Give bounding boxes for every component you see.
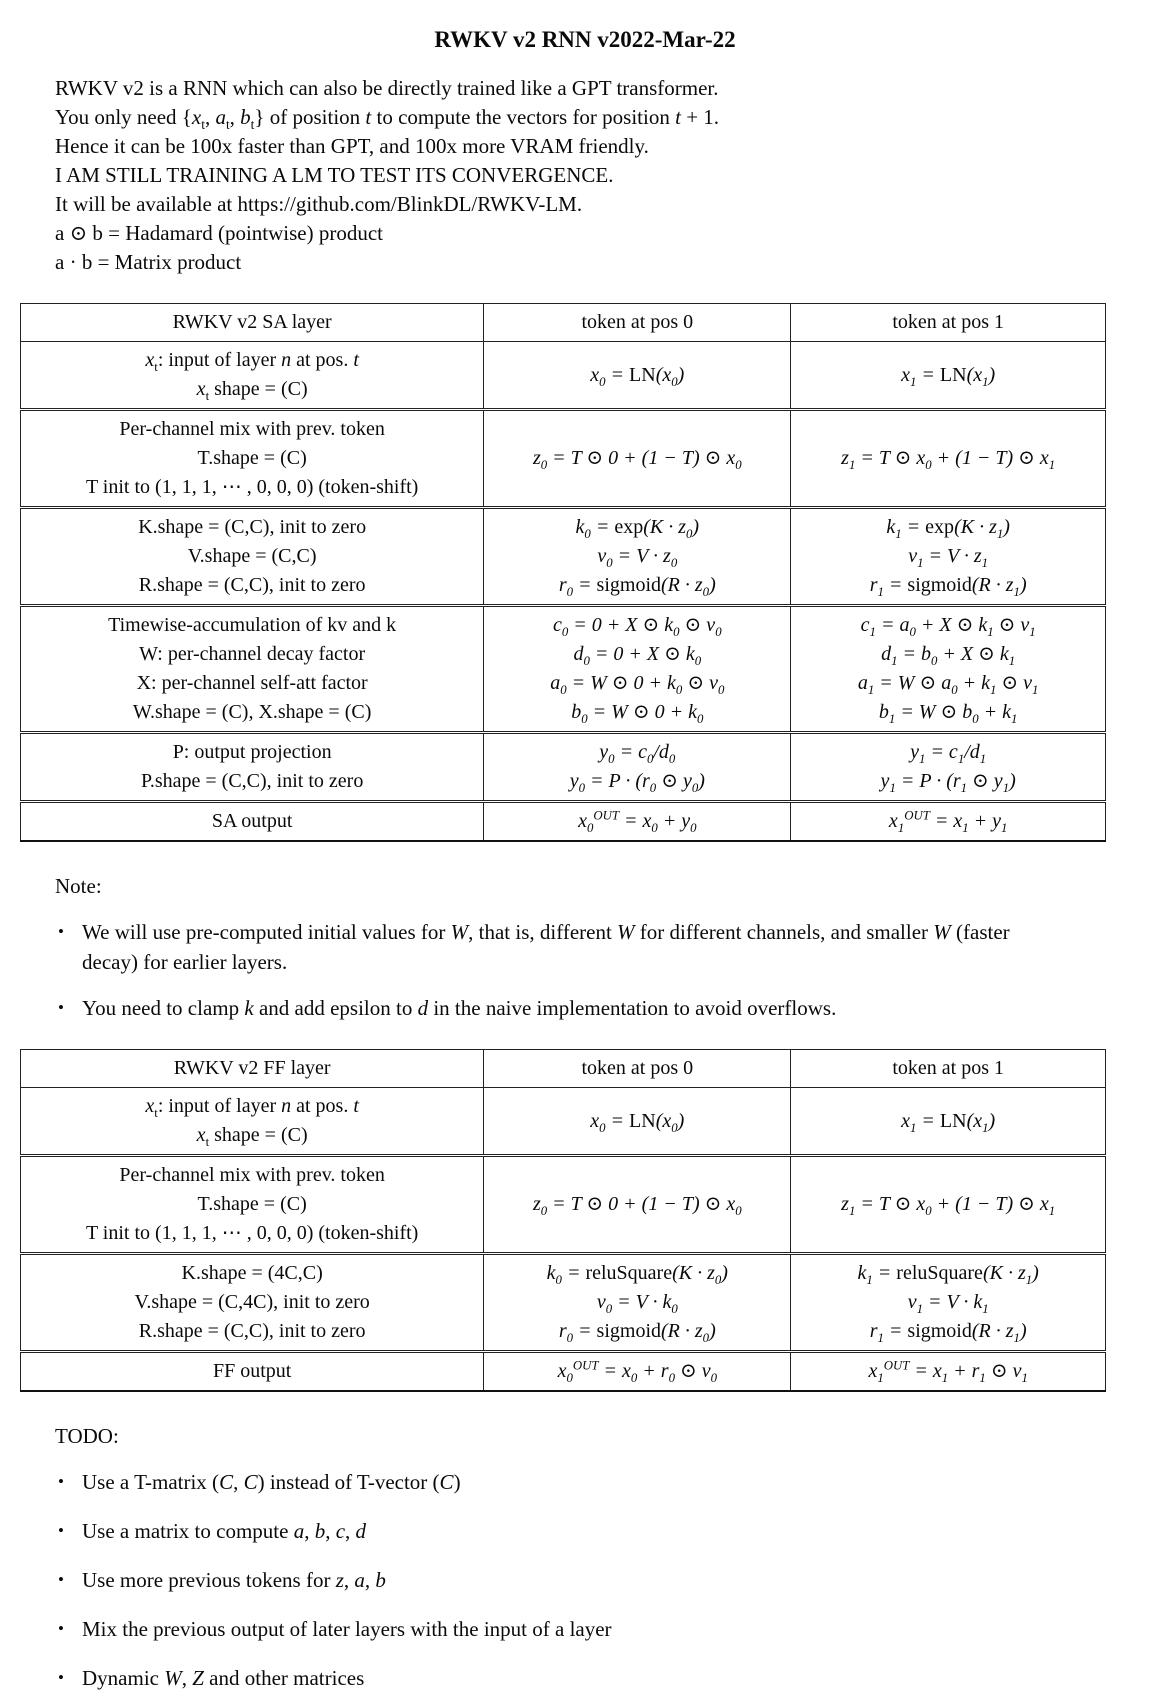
cell-line: $a_0 = W$ ⊙ $0 + k_0$ ⊙ $v_0$ <box>550 672 725 697</box>
formula-cell-pos0 <box>484 802 791 842</box>
cell-line: $c_0 = 0 + X$ ⊙ $k_0$ ⊙ $v_0$ <box>553 614 722 639</box>
cell-line: T init to (1, 1, 1, ⋯ , 0, 0, 0) (token-shift) <box>85 476 419 498</box>
formula-cell-pos0 <box>484 342 791 410</box>
formula-cell-pos1 <box>791 1088 1106 1156</box>
cell-line: $x_t$ shape = (C) <box>196 1124 308 1149</box>
intro-line <box>55 190 1110 219</box>
formula-cell-pos1 <box>791 508 1106 606</box>
intro-line-text: a · b = Matrix product <box>55 250 242 274</box>
todo-list <box>58 1467 1070 1693</box>
cell-line: $z_0 = T$ ⊙ 0 + (1 − T) ⊙ $x_0$ <box>532 1193 742 1218</box>
cell-line: FF output <box>212 1360 292 1382</box>
cell-line: $y_0 = c_0/d_0$ <box>599 741 676 766</box>
cell-line: $k_1 = \exp(K \cdot z_1)$ <box>886 516 1010 541</box>
cell-line: $x_t$: input of layer n at pos. t <box>145 349 359 374</box>
description-cell <box>21 342 484 410</box>
formula-cell-pos0 <box>484 508 791 606</box>
formula-cell-pos0 <box>484 1352 791 1392</box>
cell-line: W: per-channel decay factor <box>139 643 366 665</box>
cell-line: $y_1 = P \cdot (r_1$ ⊙ $y_1$) <box>880 770 1016 795</box>
intro-line <box>55 161 1110 190</box>
table-row <box>21 733 1106 802</box>
cell-line: $d_1 = b_0 + X$ ⊙ $k_1$ <box>881 643 1016 668</box>
note-list <box>58 917 1070 1023</box>
formula-cell-pos1 <box>791 1254 1106 1352</box>
bullet-icon: • <box>58 1472 64 1491</box>
intro-paragraph <box>55 74 1110 277</box>
todo-bullet <box>58 1516 1070 1546</box>
formula-cell-pos0 <box>484 606 791 733</box>
formula-cell-pos1 <box>791 342 1106 410</box>
cell-line: V.shape = (C,C) <box>187 545 317 567</box>
intro-line-text: Hence it can be 100x faster than GPT, and 100x more VRAM friendly. <box>55 134 649 158</box>
cell-line: $r_1$ = sigmoid(R · $z_1$) <box>869 1320 1027 1345</box>
cell-line: $x_0^{OUT} = x_0 + r_0$ ⊙ $v_0$ <box>557 1358 718 1385</box>
table-row <box>21 606 1106 733</box>
formula-cell-pos1 <box>791 606 1106 733</box>
description-cell <box>21 606 484 733</box>
cell-line: $k_1$ = reluSquare(K · $z_1$) <box>857 1262 1039 1287</box>
table-header-row <box>21 1050 1106 1088</box>
cell-line: $y_1 = c_1/d_1$ <box>910 741 987 766</box>
column-header: token at pos 0 <box>484 1050 791 1088</box>
cell-line: $v_0 = V \cdot z_0$ <box>597 545 678 570</box>
intro-line <box>55 103 1110 132</box>
cell-line: R.shape = (C,C), init to zero <box>138 574 366 596</box>
cell-line: Timewise-accumulation of kv and k <box>108 614 397 636</box>
todo-bullet <box>58 1565 1070 1595</box>
cell-line: $z_1 = T$ ⊙ $x_0 + (1 - T)$ ⊙ $x_1$ <box>841 447 1056 472</box>
table-row <box>21 1352 1106 1392</box>
cell-line: $k_0 = \exp(K \cdot z_0)$ <box>575 516 700 541</box>
column-header: token at pos 0 <box>484 304 791 342</box>
note-heading: Note: <box>55 874 102 898</box>
cell-line: $x_t$ shape = (C) <box>196 378 308 403</box>
cell-line: $z_1 = T$ ⊙ $x_0 + (1 - T)$ ⊙ $x_1$ <box>841 1193 1056 1218</box>
description-cell <box>21 1352 484 1392</box>
cell-line: $x_0 = LN(x_0)$ <box>590 1109 685 1135</box>
description-cell <box>21 733 484 802</box>
bullet-icon: • <box>58 1570 64 1589</box>
note-section <box>0 872 1170 1023</box>
description-cell <box>21 508 484 606</box>
todo-bullet-text: Use a matrix to compute a, b, c, d <box>82 1519 367 1543</box>
cell-line: $v_1 = V \cdot z_1$ <box>908 545 989 570</box>
cell-line: $x_0 = LN(x_0)$ <box>590 363 685 389</box>
formula-cell-pos1 <box>791 1352 1106 1392</box>
table-row <box>21 410 1106 508</box>
intro-line-text: RWKV v2 is a RNN which can also be directly trained like a GPT transformer. <box>55 76 719 100</box>
cell-line: K.shape = (C,C), init to zero <box>138 516 367 538</box>
formula-cell-pos0 <box>484 733 791 802</box>
todo-bullet-text: Mix the previous output of later layers with the input of a layer <box>82 1617 612 1641</box>
cell-line: $r_1$ = sigmoid(R · $z_1$) <box>869 574 1027 599</box>
cell-line: $a_1 = W$ ⊙ $a_0 + k_1$ ⊙ $v_1$ <box>857 672 1039 697</box>
cell-line: $x_1 = LN(x_1)$ <box>901 363 996 389</box>
description-cell <box>21 1156 484 1254</box>
todo-bullet-text: Dynamic W, Z and other matrices <box>82 1666 365 1690</box>
bullet-icon: • <box>58 1619 64 1638</box>
intro-line-text: I AM STILL TRAINING A LM TO TEST ITS CONVERGENCE. <box>55 163 614 187</box>
cell-line: R.shape = (C,C), init to zero <box>138 1320 366 1342</box>
todo-bullet <box>58 1663 1070 1693</box>
todo-heading: TODO: <box>55 1424 119 1448</box>
cell-line: K.shape = (4C,C) <box>181 1262 323 1284</box>
cell-line: P.shape = (C,C), init to zero <box>140 770 364 792</box>
todo-bullet <box>58 1467 1070 1497</box>
intro-line <box>55 248 1110 277</box>
note-bullet <box>58 917 1070 977</box>
cell-line: $x_1^{OUT} = x_1 + r_1$ ⊙ $v_1$ <box>868 1358 1028 1385</box>
formula-cell-pos1 <box>791 410 1106 508</box>
table-row <box>21 1156 1106 1254</box>
cell-line: $v_1 = V \cdot k_1$ <box>907 1291 989 1316</box>
formula-cell-pos1 <box>791 733 1106 802</box>
cell-line: P: output projection <box>172 741 332 763</box>
cell-line: $x_t$: input of layer n at pos. t <box>145 1095 359 1120</box>
formula-cell-pos0 <box>484 410 791 508</box>
cell-line: $x_1^{OUT} = x_1 + y_1$ <box>888 808 1008 835</box>
cell-line: $y_0 = P \cdot (r_0$ ⊙ $y_0$) <box>569 770 705 795</box>
note-bullet-text: You need to clamp k and add epsilon to d in the naive implementation to avoid overflows. <box>82 996 837 1020</box>
column-header: RWKV v2 SA layer <box>21 304 484 342</box>
intro-line-text: It will be available at https://github.com/BlinkDL/RWKV-LM. <box>55 192 583 216</box>
bullet-icon: • <box>58 998 64 1017</box>
formula-cell-pos0 <box>484 1088 791 1156</box>
cell-line: T.shape = (C) <box>197 447 307 469</box>
table-header-row <box>21 304 1106 342</box>
cell-line: $b_1 = W$ ⊙ $b_0 + k_1$ <box>878 701 1018 726</box>
cell-line: T.shape = (C) <box>197 1193 307 1215</box>
note-bullet <box>58 993 1070 1023</box>
formula-cell-pos1 <box>791 802 1106 842</box>
cell-line: Per-channel mix with prev. token <box>119 1164 385 1186</box>
description-cell <box>21 1254 484 1352</box>
table-row <box>21 508 1106 606</box>
intro-line <box>55 74 1110 103</box>
bullet-icon: • <box>58 1668 64 1687</box>
column-header: token at pos 1 <box>791 1050 1106 1088</box>
formula-cell-pos1 <box>791 1156 1106 1254</box>
description-cell <box>21 1088 484 1156</box>
formula-cell-pos0 <box>484 1254 791 1352</box>
description-cell <box>21 802 484 842</box>
todo-bullet <box>58 1614 1070 1644</box>
cell-line: $x_1 = LN(x_1)$ <box>901 1109 996 1135</box>
cell-line: $k_0$ = reluSquare(K · $z_0$) <box>546 1262 728 1287</box>
todo-bullet-text: Use more previous tokens for z, a, b <box>82 1568 386 1592</box>
cell-line: $c_1 = a_0 + X$ ⊙ $k_1$ ⊙ $v_1$ <box>860 614 1036 639</box>
intro-line <box>55 219 1110 248</box>
ff-layer-table <box>20 1049 1106 1392</box>
table-row <box>21 1088 1106 1156</box>
cell-line: Per-channel mix with prev. token <box>119 418 385 440</box>
cell-line: V.shape = (C,4C), init to zero <box>134 1291 370 1313</box>
cell-line: T init to (1, 1, 1, ⋯ , 0, 0, 0) (token-shift) <box>85 1222 419 1244</box>
cell-line: $b_0 = W$ ⊙ $0 + k_0$ <box>571 701 704 726</box>
description-cell <box>21 410 484 508</box>
cell-line: X: per-channel self-att factor <box>136 672 368 694</box>
bullet-icon: • <box>58 1521 64 1540</box>
cell-line: $r_0$ = sigmoid(R · $z_0$) <box>558 574 716 599</box>
intro-line-text: a ⊙ b = Hadamard (pointwise) product <box>55 221 384 245</box>
column-header: token at pos 1 <box>791 304 1106 342</box>
formula-cell-pos0 <box>484 1156 791 1254</box>
cell-line: $x_0^{OUT} = x_0 + y_0$ <box>578 808 697 835</box>
cell-line: $r_0$ = sigmoid(R · $z_0$) <box>558 1320 716 1345</box>
todo-bullet-text: Use a T-matrix (C, C) instead of T-vector (C) <box>82 1470 461 1494</box>
note-bullet-text: We will use pre-computed initial values for W, that is, different W for different channels, and smaller W (faster decay) for earlier layers. <box>82 920 1010 974</box>
table-row <box>21 1254 1106 1352</box>
document-page <box>0 24 1170 1698</box>
cell-line: W.shape = (C), X.shape = (C) <box>132 701 372 723</box>
intro-line <box>55 132 1110 161</box>
intro-line-text: You only need {$x_t$, $a_t$, $b_t$} of position t to compute the vectors for position t + 1. <box>55 105 720 133</box>
cell-line: $v_0 = V \cdot k_0$ <box>596 1291 678 1316</box>
todo-section <box>0 1422 1170 1693</box>
sa-layer-table <box>20 303 1106 842</box>
column-header: RWKV v2 FF layer <box>21 1050 484 1088</box>
cell-line: $d_0 = 0 + X$ ⊙ $k_0$ <box>573 643 702 668</box>
cell-line: $z_0 = T$ ⊙ 0 + (1 − T) ⊙ $x_0$ <box>532 447 742 472</box>
table-row <box>21 342 1106 410</box>
page-title: RWKV v2 RNN v2022-Mar-22 <box>434 27 736 52</box>
bullet-icon: • <box>58 922 64 941</box>
cell-line: SA output <box>211 810 293 832</box>
table-row <box>21 802 1106 842</box>
